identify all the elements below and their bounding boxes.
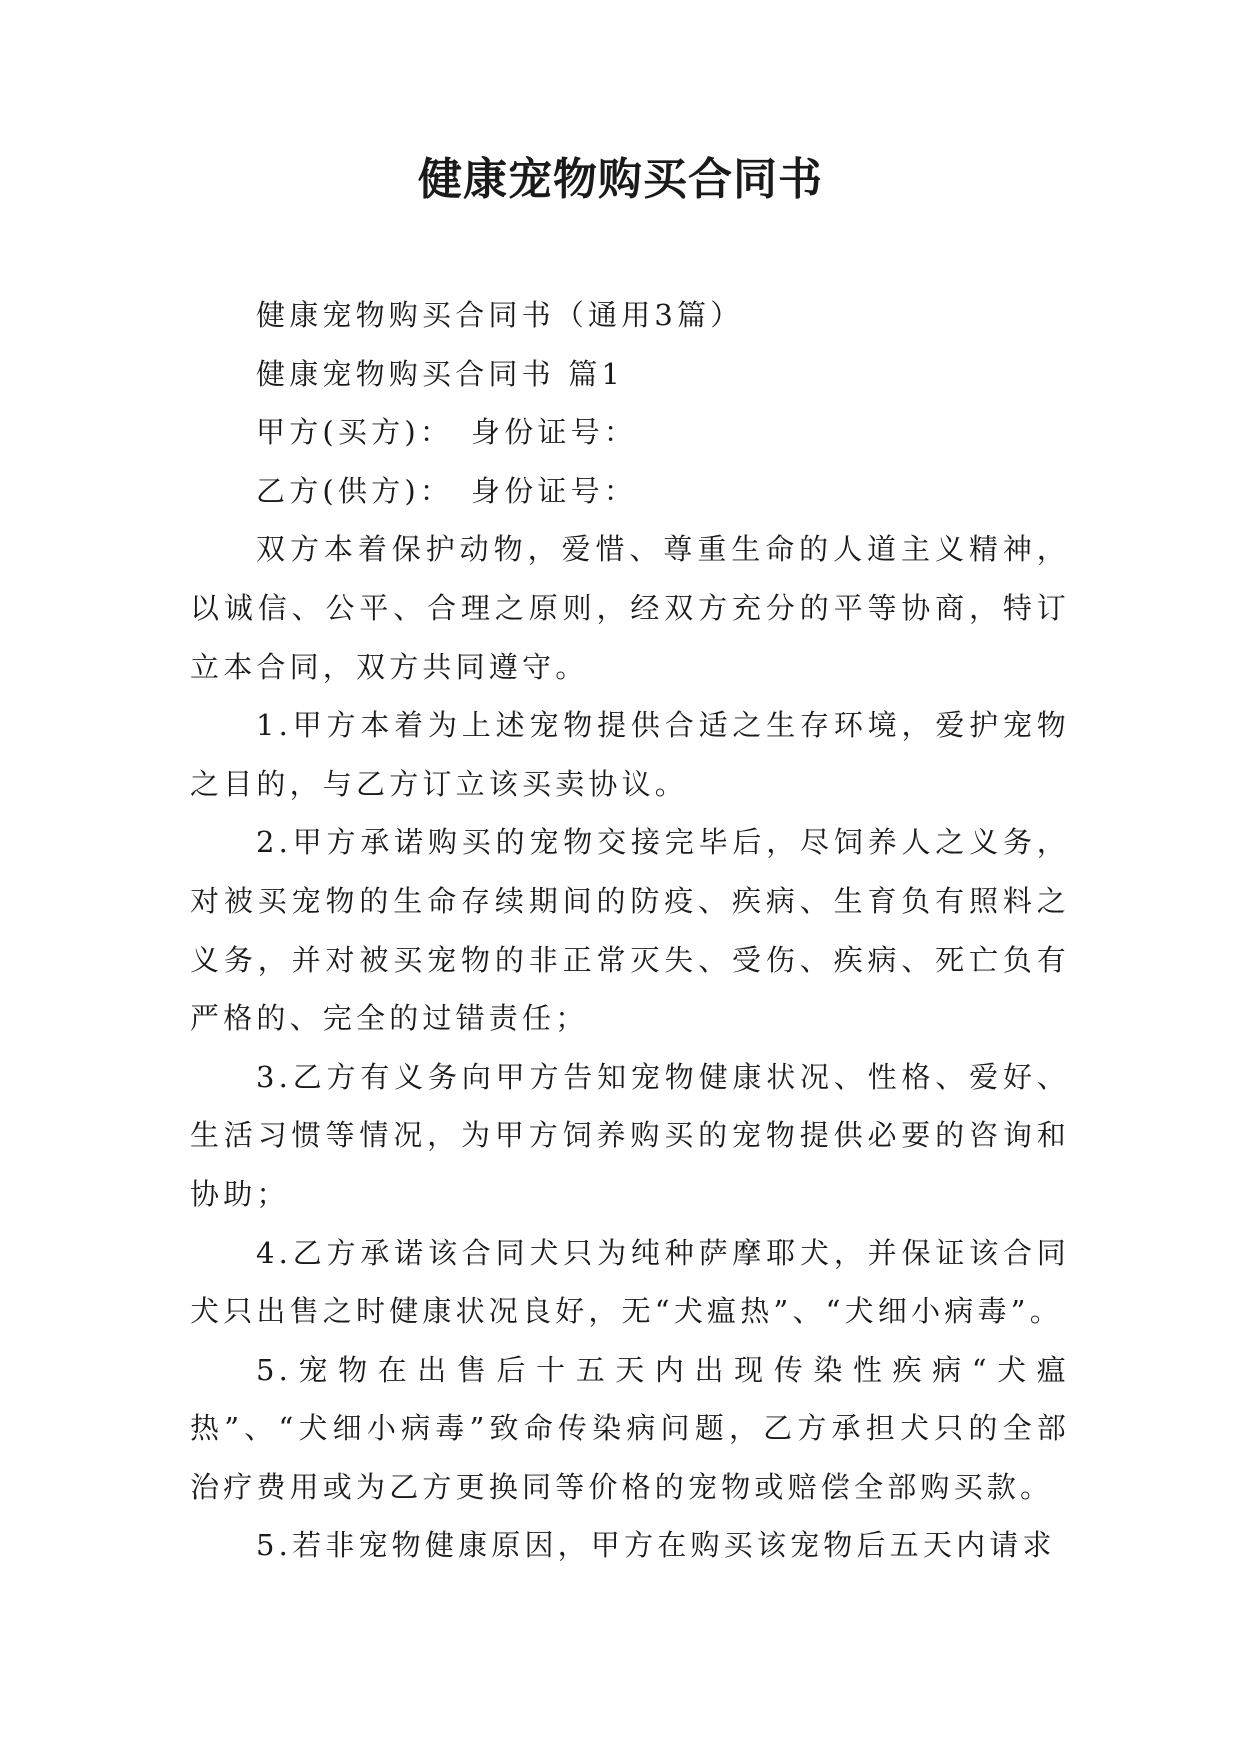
party-b-line (190, 462, 1070, 521)
paragraph-clause-5: 5.宠物在出售后十五天内出现传染性疾病“犬瘟热”、“犬细小病毒”致命传染病问题，乙方承担犬只的全部治疗费用或为乙方更换同等价格的宠物或赔偿全部购买款。 (190, 1352, 1070, 1504)
document-title: 健康宠物购买合同书 (418, 154, 823, 205)
document-body (190, 286, 1070, 1575)
paragraph-clause-5b: 5.若非宠物健康原因，甲方在购买该宠物后五天内请求 (256, 1528, 1056, 1563)
paragraph-clause-1: 1.甲方本着为上述宠物提供合适之生存环境，爱护宠物之目的，与乙方订立该买卖协议。 (190, 708, 1070, 801)
document-subtitle: 健康宠物购买合同书（通用3篇） (256, 298, 744, 332)
party-b-id-label: 身份证号： (471, 473, 638, 508)
party-a-label: 甲方(买方)： (256, 415, 454, 450)
party-a-id-label: 身份证号： (471, 415, 638, 450)
paragraph-clause-2: 2.甲方承诺购买的宠物交接完毕后，尽饲养人之义务，对被买宠物的生命存续期间的防疫、疾病、生育负有照料之义务，并对被买宠物的非正常灭失、受伤、疾病、死亡负有严格的、完全的过错责任； (190, 825, 1070, 1036)
paragraph-preamble: 双方本着保护动物，爱惜、尊重生命的人道主义精神，以诚信、公平、合理之原则，经双方充分的平等协商，特订立本合同，双方共同遵守。 (190, 532, 1070, 684)
party-b-label: 乙方(供方)： (256, 473, 454, 508)
paragraph-clause-3: 3.乙方有义务向甲方告知宠物健康状况、性格、爱好、生活习惯等情况，为甲方饲养购买的宠物提供必要的咨询和协助； (190, 1059, 1070, 1211)
party-a-line (190, 403, 1070, 462)
section-heading: 健康宠物购买合同书 篇1 (256, 356, 625, 391)
paragraph-clause-4: 4.乙方承诺该合同犬只为纯种萨摩耶犬，并保证该合同犬只出售之时健康状况良好，无“犬瘟热”、“犬细小病毒”。 (190, 1235, 1070, 1329)
